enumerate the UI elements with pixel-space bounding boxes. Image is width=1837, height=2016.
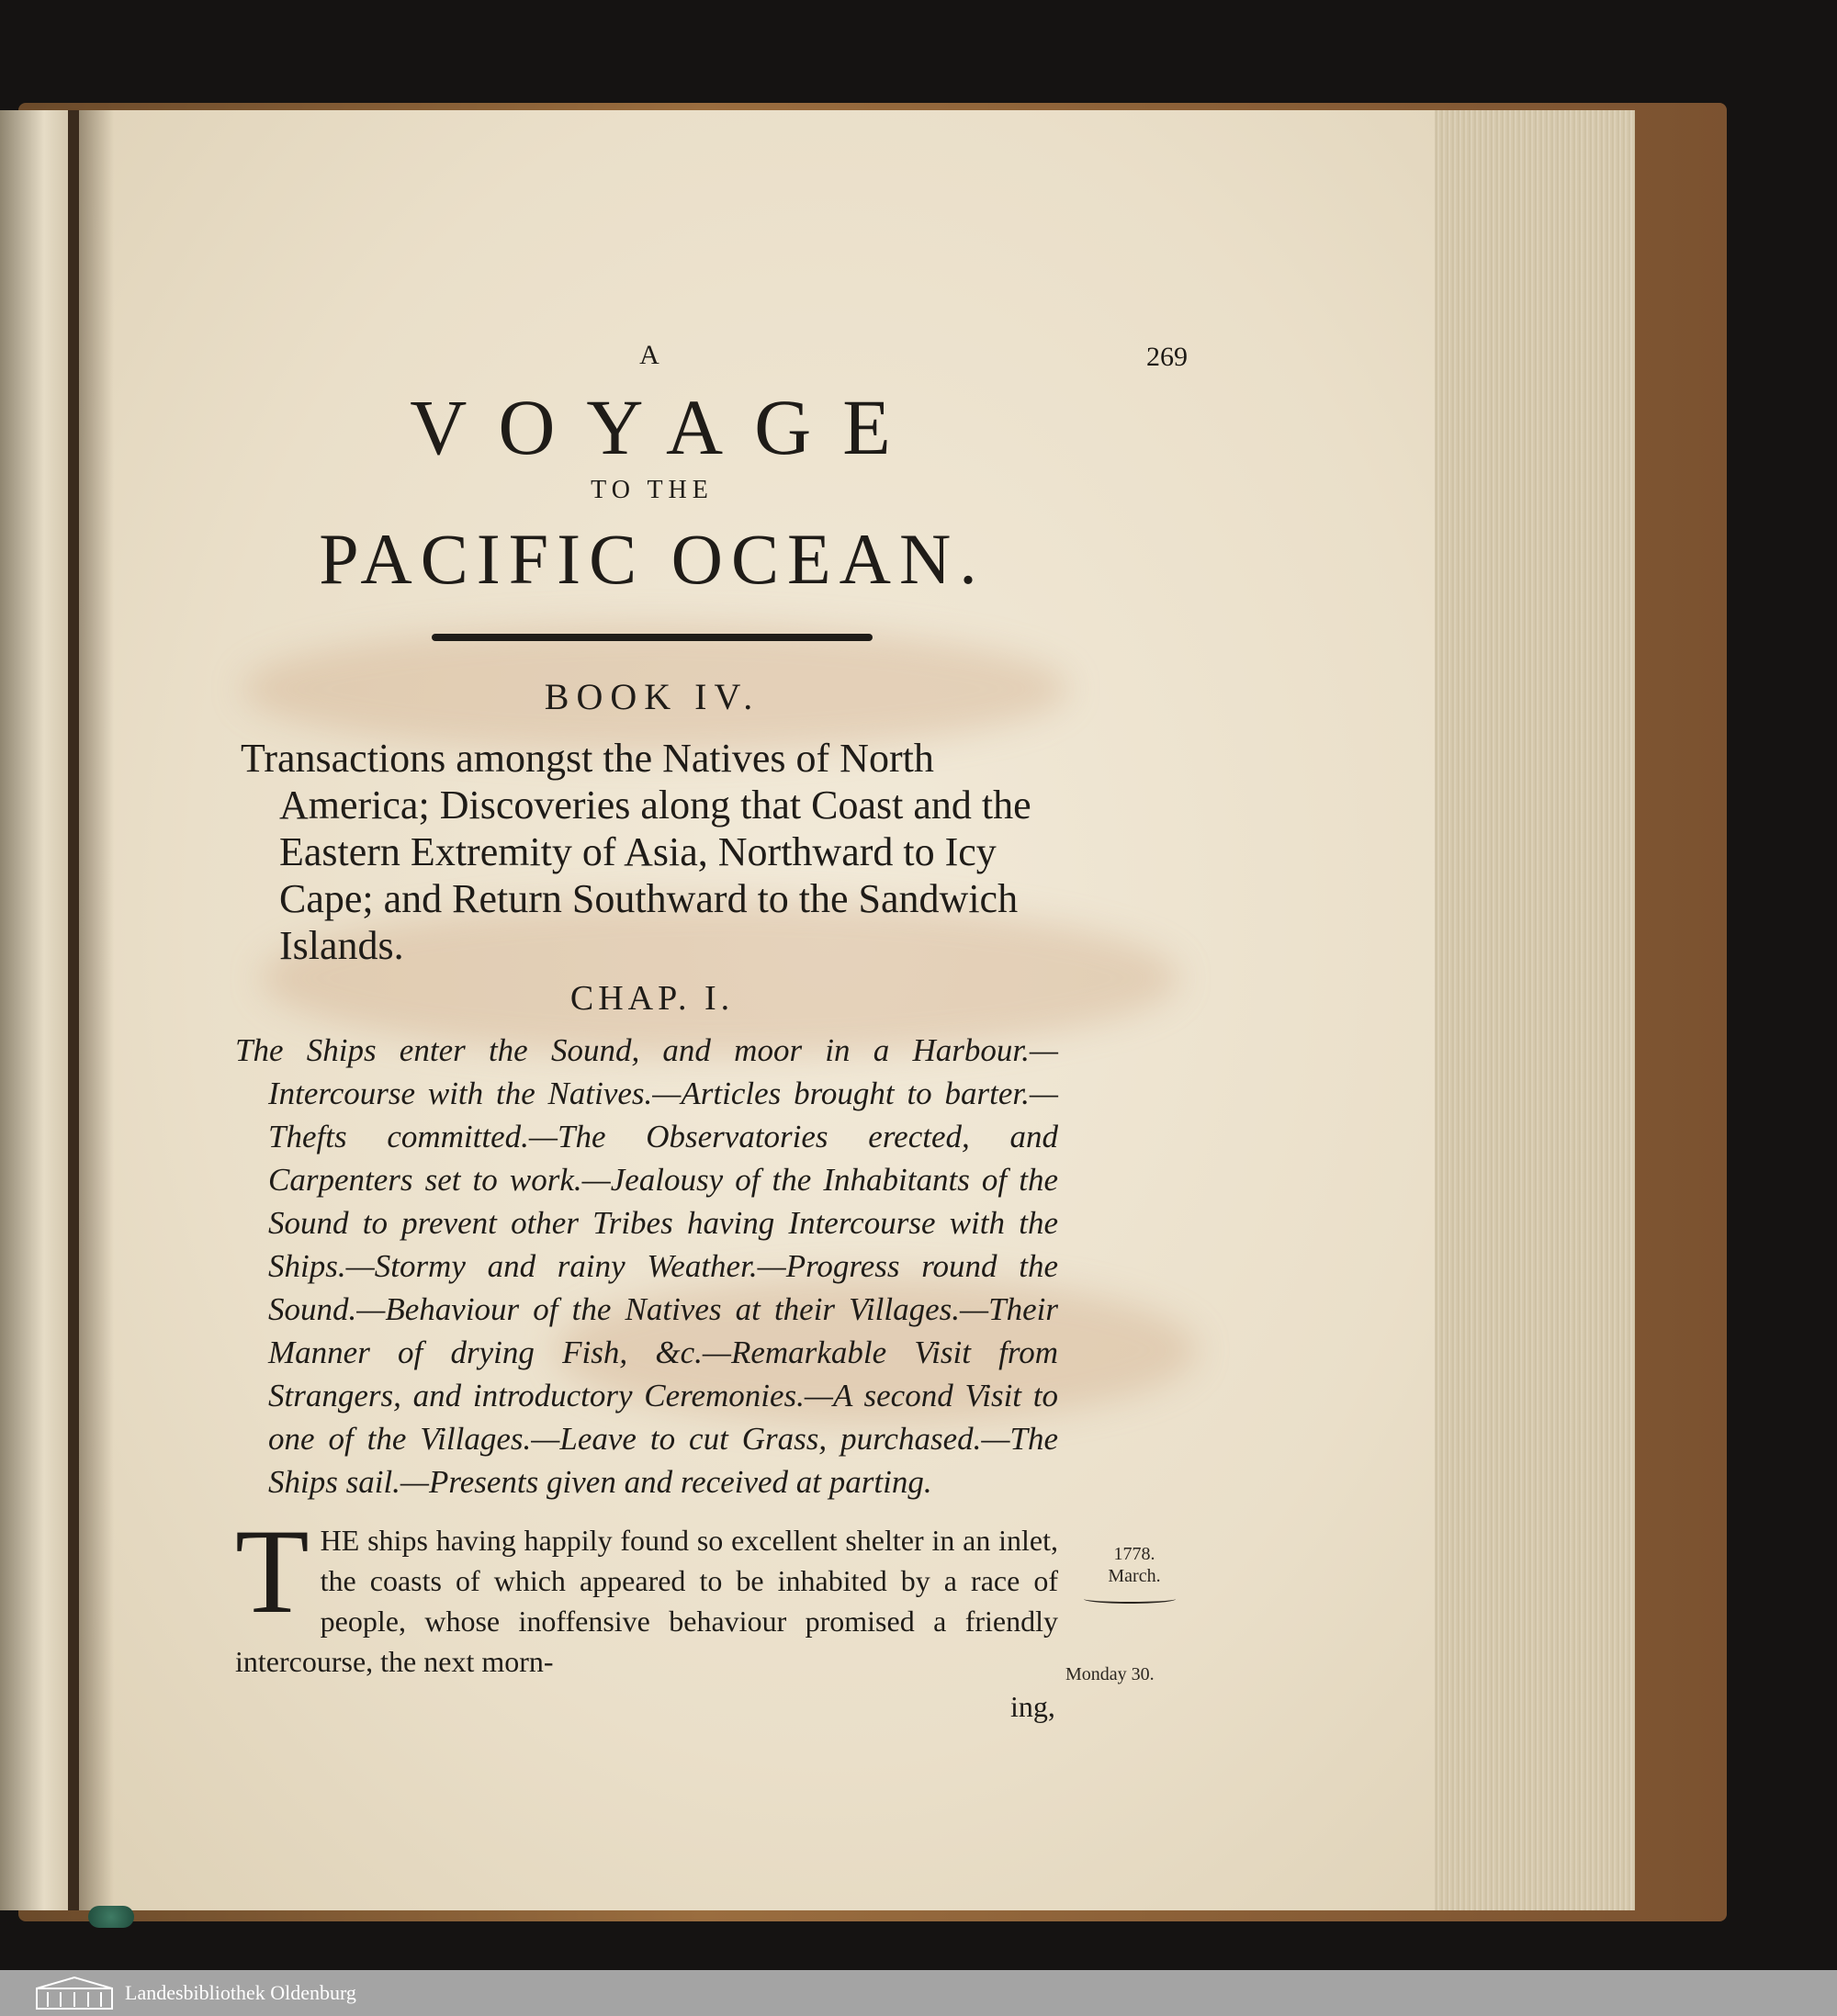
- margin-brace: [1084, 1594, 1176, 1604]
- left-page-edge: [0, 110, 73, 1910]
- footer-bar: [0, 1970, 1837, 2016]
- library-building-icon: [35, 1976, 114, 2010]
- title-block: [239, 340, 1065, 601]
- gutter-shadow: [77, 110, 114, 1910]
- margin-year: 1778.: [1113, 1544, 1155, 1564]
- book-summary: Transactions amongst the Natives of North America; Discoveries along that Coast and the Eastern Extremity of Asia, Northward to Icy Cape; and Return Southward to the Sandwich Islands.: [241, 736, 1031, 968]
- title-to-the: TO THE: [591, 476, 714, 504]
- title-article: A: [639, 340, 665, 370]
- drop-cap: T: [235, 1504, 310, 1639]
- title-pacific-ocean: PACIFIC OCEAN.: [319, 519, 986, 599]
- page-edges: [1435, 110, 1635, 1910]
- margin-day: Monday 30.: [1065, 1664, 1155, 1684]
- library-name: Landesbibliothek Oldenburg: [125, 1981, 356, 2004]
- title-voyage: VOYAGE: [410, 383, 922, 471]
- page-number: 269: [1146, 342, 1188, 372]
- book-gutter: [68, 110, 79, 1910]
- margin-month: March.: [1108, 1566, 1161, 1586]
- book-heading: BOOK IV.: [544, 676, 761, 717]
- margin-date: [1093, 1543, 1176, 1587]
- chapter-contents: The Ships enter the Sound, and moor in a Harbour.—Intercourse with the Natives.—Articles brought to barter.—Thefts committed.—The Observatories erected, and Carpenters set to work.—Jealousy of the Inhabitants of the Sound to prevent other Tribes having Intercourse with the Ships.—Stormy and rainy Weather.—Progress round the Sound.—Behaviour of the Natives at their Villages.—Their Manner of drying Fish, &c.—Remarkable Visit from Strangers, and introductory Ceremonies.—A second Visit to one of the Villages.—Leave to cut Grass, purchased.—The Ships sail.—Presents given and received at parting.: [235, 1032, 1058, 1500]
- bookmark-ribbon: [88, 1906, 134, 1928]
- catchword: ing,: [1010, 1690, 1055, 1723]
- body-paragraph: [235, 1504, 1058, 1682]
- title-rule: [432, 634, 873, 641]
- body-text: HE ships having happily found so excellent shelter in an inlet, the coasts of which appeared to be inhabited by a race of people, whose inoffensive behaviour promised a friendly intercourse, the next morn-: [235, 1524, 1058, 1678]
- chapter-heading: CHAP. I.: [569, 979, 735, 1018]
